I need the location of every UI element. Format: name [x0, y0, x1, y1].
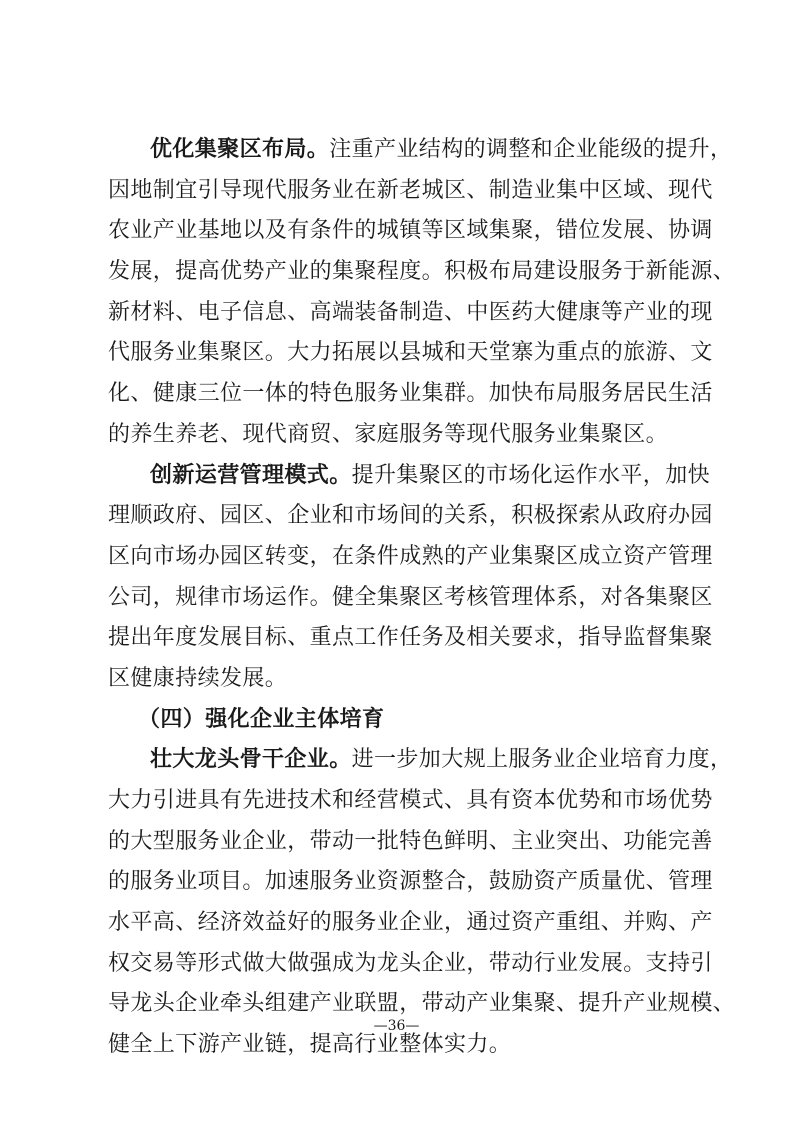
paragraph-line: 提出年度发展目标、重点工作任务及相关要求，指导监督集聚 — [108, 625, 713, 651]
paragraph-title: 优化集聚区布局。 — [150, 137, 330, 162]
paragraph-line: 权交易等形式做大做强成为龙头企业，带动行业发展。支持引 — [108, 950, 713, 976]
paragraph-line: 的养生养老、现代商贸、家庭服务等现代服务业集聚区。 — [108, 421, 669, 447]
paragraph-line: 化、健康三位一体的特色服务业集群。加快布局服务居民生活 — [108, 381, 713, 407]
paragraph-line: 导龙头企业牵头组建产业联盟，带动产业集聚、提升产业规模、 — [108, 991, 736, 1017]
paragraph-line: 的服务业项目。加速服务业资源整合，鼓励资产质量优、管理 — [108, 869, 713, 895]
paragraph-line: 区健康持续发展。 — [108, 665, 288, 691]
paragraph-line: 理顺政府、园区、企业和市场间的关系，积极探索从政府办园 — [108, 503, 713, 529]
paragraph-line: 水平高、经济效益好的服务业企业，通过资产重组、并购、产 — [108, 910, 713, 936]
paragraph-line: 因地制宜引导现代服务业在新老城区、制造业集中区域、现代 — [108, 177, 713, 203]
page-number: —36— — [373, 1018, 420, 1034]
paragraph-line: 优化集聚区布局。注重产业结构的调整和企业能级的提升， — [150, 137, 733, 162]
paragraph-line: 代服务业集聚区。大力拓展以县城和天堂寨为重点的旅游、文 — [108, 340, 713, 366]
paragraph-line: 新材料、电子信息、高端装备制造、中医药大健康等产业的现 — [108, 299, 713, 325]
section-heading: （四）强化企业主体培育 — [138, 706, 385, 732]
paragraph-line: 创新运营管理模式。提升集聚区的市场化运作水平，加快 — [150, 462, 711, 488]
paragraph-line: 的大型服务业企业，带动一批特色鲜明、主业突出、功能完善 — [108, 828, 713, 854]
document-body — [108, 130, 736, 1066]
paragraph-title: 壮大龙头骨干企业。 — [150, 747, 352, 773]
paragraph-line: 公司，规律市场运作。健全集聚区考核管理体系，对各集聚区 — [108, 584, 713, 610]
paragraph-line: 大力引进具有先进技术和经营模式、具有资本优势和市场优势 — [108, 788, 713, 813]
paragraph-line: 健全上下游产业链，提高行业整体实力。 — [108, 1032, 512, 1058]
paragraph-line: 区向市场办园区转变，在条件成熟的产业集聚区成立资产管理 — [108, 543, 713, 569]
paragraph-title: 创新运营管理模式。 — [150, 462, 352, 488]
paragraph-line: 农业产业基地以及有条件的城镇等区域集聚，错位发展、协调 — [108, 218, 713, 244]
paragraph-line: 发展，提高优势产业的集聚程度。积极布局建设服务于新能源、 — [108, 259, 736, 285]
paragraph-line: 壮大龙头骨干企业。进一步加大规上服务业企业培育力度， — [150, 747, 733, 773]
